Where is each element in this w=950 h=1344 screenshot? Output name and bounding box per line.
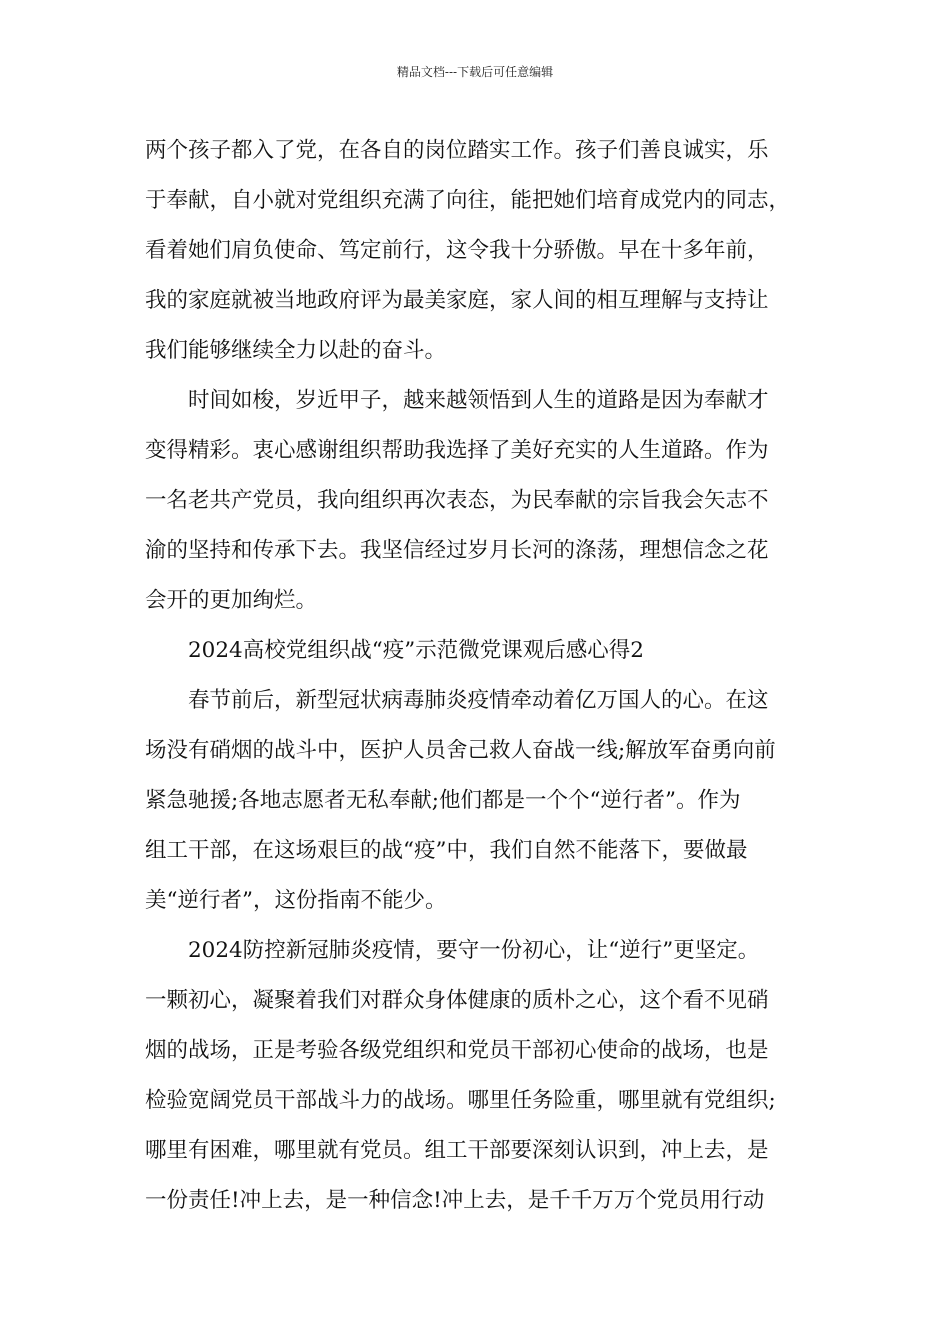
text-line: 紧急驰援;各地志愿者无私奉献;他们都是一个个“逆行者”。作为	[145, 788, 741, 813]
paragraph-start-line: 2024防控新冠肺炎疫情，要守一份初心，让“逆行”更坚定。	[188, 938, 760, 963]
paragraph-start-line: 时间如梭，岁近甲子，越来越领悟到人生的道路是因为奉献才	[188, 388, 769, 413]
text-line: 检验宽阔党员干部战斗力的战场。哪里任务险重，哪里就有党组织;	[145, 1088, 776, 1113]
text-line: 一名老共产党员，我向组织再次表态，为民奉献的宗旨我会矢志不	[145, 488, 769, 513]
text-line: 我们能够继续全力以赴的奋斗。	[145, 338, 447, 363]
section-title: 2024高校党组织战“疫”示范微党课观后感心得2	[188, 638, 644, 663]
paragraph-start-line: 春节前后，新型冠状病毒肺炎疫情牵动着亿万国人的心。在这	[188, 688, 769, 713]
text-line: 一颗初心，凝聚着我们对群众身体健康的质朴之心，这个看不见硝	[145, 988, 769, 1013]
text-line: 看着她们肩负使命、笃定前行，这令我十分骄傲。早在十多年前，	[145, 238, 769, 263]
text-line: 美“逆行者”，这份指南不能少。	[145, 888, 447, 913]
text-line: 于奉献，自小就对党组织充满了向往，能把她们培育成党内的同志，	[145, 188, 791, 213]
document-body	[145, 130, 825, 1230]
page-header: 精品文档---下载后可任意编辑	[396, 65, 554, 79]
text-line: 会开的更加绚烂。	[145, 588, 318, 613]
text-line: 我的家庭就被当地政府评为最美家庭，家人间的相互理解与支持让	[145, 288, 769, 313]
text-line: 烟的战场，正是考验各级党组织和党员干部初心使命的战场，也是	[145, 1038, 769, 1063]
text-line: 变得精彩。衷心感谢组织帮助我选择了美好充实的人生道路。作为	[145, 438, 769, 463]
text-line: 哪里有困难，哪里就有党员。组工干部要深刻认识到，冲上去，是	[145, 1138, 769, 1163]
text-line: 渝的坚持和传承下去。我坚信经过岁月长河的涤荡，理想信念之花	[145, 538, 769, 563]
text-line: 一份责任!冲上去，是一种信念!冲上去，是千千万万个党员用行动	[145, 1188, 765, 1213]
text-line: 两个孩子都入了党，在各自的岗位踏实工作。孩子们善良诚实，乐	[145, 138, 769, 163]
text-line: 组工干部，在这场艰巨的战“疫”中，我们自然不能落下，要做最	[145, 838, 748, 863]
text-line: 场没有硝烟的战斗中，医护人员舍己救人奋战一线;解放军奋勇向前	[145, 738, 776, 763]
